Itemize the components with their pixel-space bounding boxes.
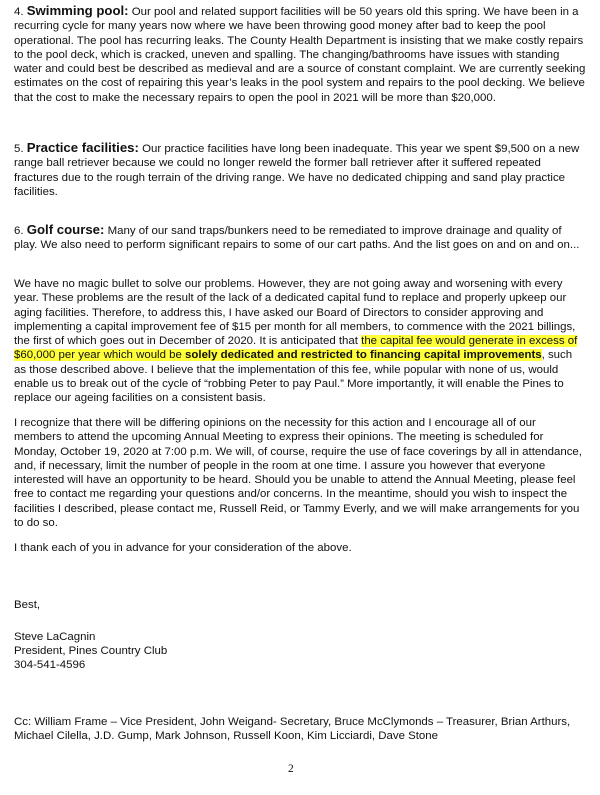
page-number: 2 xyxy=(288,763,294,775)
closing: Best, xyxy=(14,599,41,611)
section-title: Swimming pool: xyxy=(26,3,129,18)
section-body: Many of our sand traps/bunkers need to be remediated to improve drainage and quality of play. We also need to perform significant repairs to some of our cart paths. And the list goes on and on and on... xyxy=(14,225,580,252)
section-number: 6. xyxy=(14,225,24,237)
section-golf-course xyxy=(14,223,586,253)
paragraph-capital-fee xyxy=(14,277,586,406)
highlighted-text: the capital fee would generate in excess of $60,000 per year which would be xyxy=(14,335,578,362)
signature-name: Steve LaCagnin xyxy=(14,631,96,643)
cc-list: Cc: William Frame – Vice President, John Weigand- Secretary, Bruce McClymonds – Treasurer, Brian Arthurs, Michael Cilella, J.D. Gump, Mark Johnson, Russell Koon, Kim Licciardi, Dave Stone xyxy=(14,716,571,743)
highlighted-bold-text: solely dedicated and restricted to financing capital improvements xyxy=(185,349,542,362)
fee-text-before: We have no magic bullet to solve our problems. However, they are not going away and worsening with every year. These problems are the result of the lack of a dedicated capital fund to replace and properly upkeep our aging facilities. Therefore, to address this, I have asked our Board of Directors to consider approving and implementing a capital improvement fee of $15 per month for all members, to commence with the 2021 billings, the first of which goes out in December of 2020. It is anticipated that xyxy=(14,278,576,348)
section-practice-facilities xyxy=(14,141,586,199)
signature-phone: 304-541-4596 xyxy=(14,659,86,671)
paragraph-annual-meeting: I recognize that there will be differing opinions on the necessity for this action and I encourage all of our members to attend the upcoming Annual Meeting to express their opinions. The meeting is scheduled for Monday, October 19, 2020 at 7:00 p.m. We will, of course, require the use of face coverings by all in attendance, and, if necessary, limit the number of people in the room at one time. I assure you however that everyone interested will have an opportunity to be heard. Should you be unable to attend the Annual Meeting, please feel free to contact me regarding your questions and/or concerns. In the meantime, should you wish to inspect the facilities I described, please contact me, Russell Reid, or Tammy Everly, and we will make arrangements for you to do so. xyxy=(14,417,582,530)
section-number: 4. xyxy=(14,6,24,18)
signature-title: President, Pines Country Club xyxy=(14,645,168,657)
paragraph-thanks: I thank each of you in advance for your consideration of the above. xyxy=(14,542,352,554)
section-title: Practice facilities: xyxy=(26,140,139,155)
section-number: 5. xyxy=(14,143,24,155)
section-swimming-pool xyxy=(14,4,586,105)
section-title: Golf course: xyxy=(26,222,105,237)
section-body: Our practice facilities have long been inadequate. This year we spent $9,500 on a new range ball retriever because we could no longer reweld the former ball retriever after it suffered repeated fractures due to the rough terrain of the driving range. We have no dedicated chipping and sand play practice facilities. xyxy=(14,143,580,198)
section-body: Our pool and related support facilities will be 50 years old this spring. We have been in a recurring cycle for many years now where we have been throwing good money after bad to keep the pool operational. The pool has recurring leaks. The County Health Department is insisting that we make costly repairs to the pool deck, which is cracked, uneven and spalling. The changing/bathrooms have issues with standing water and could best be described as medieval and are a source of constant complaint. We are currently seeking estimates on the cost of repairing this year’s leaks in the pool system and repairs to the pool decking. We believe that the cost to make the necessary repairs to open the pool in 2021 will be more than $20,000. xyxy=(14,6,586,104)
fee-text-after: , such as those described above. I believe that the implementation of this fee, while popular with none of us, would enable us to break out of the cycle of “robbing Peter to pay Paul.” More importantly, it will enable the Pines to replace our ageing facilities on a consistent basis. xyxy=(14,349,573,405)
